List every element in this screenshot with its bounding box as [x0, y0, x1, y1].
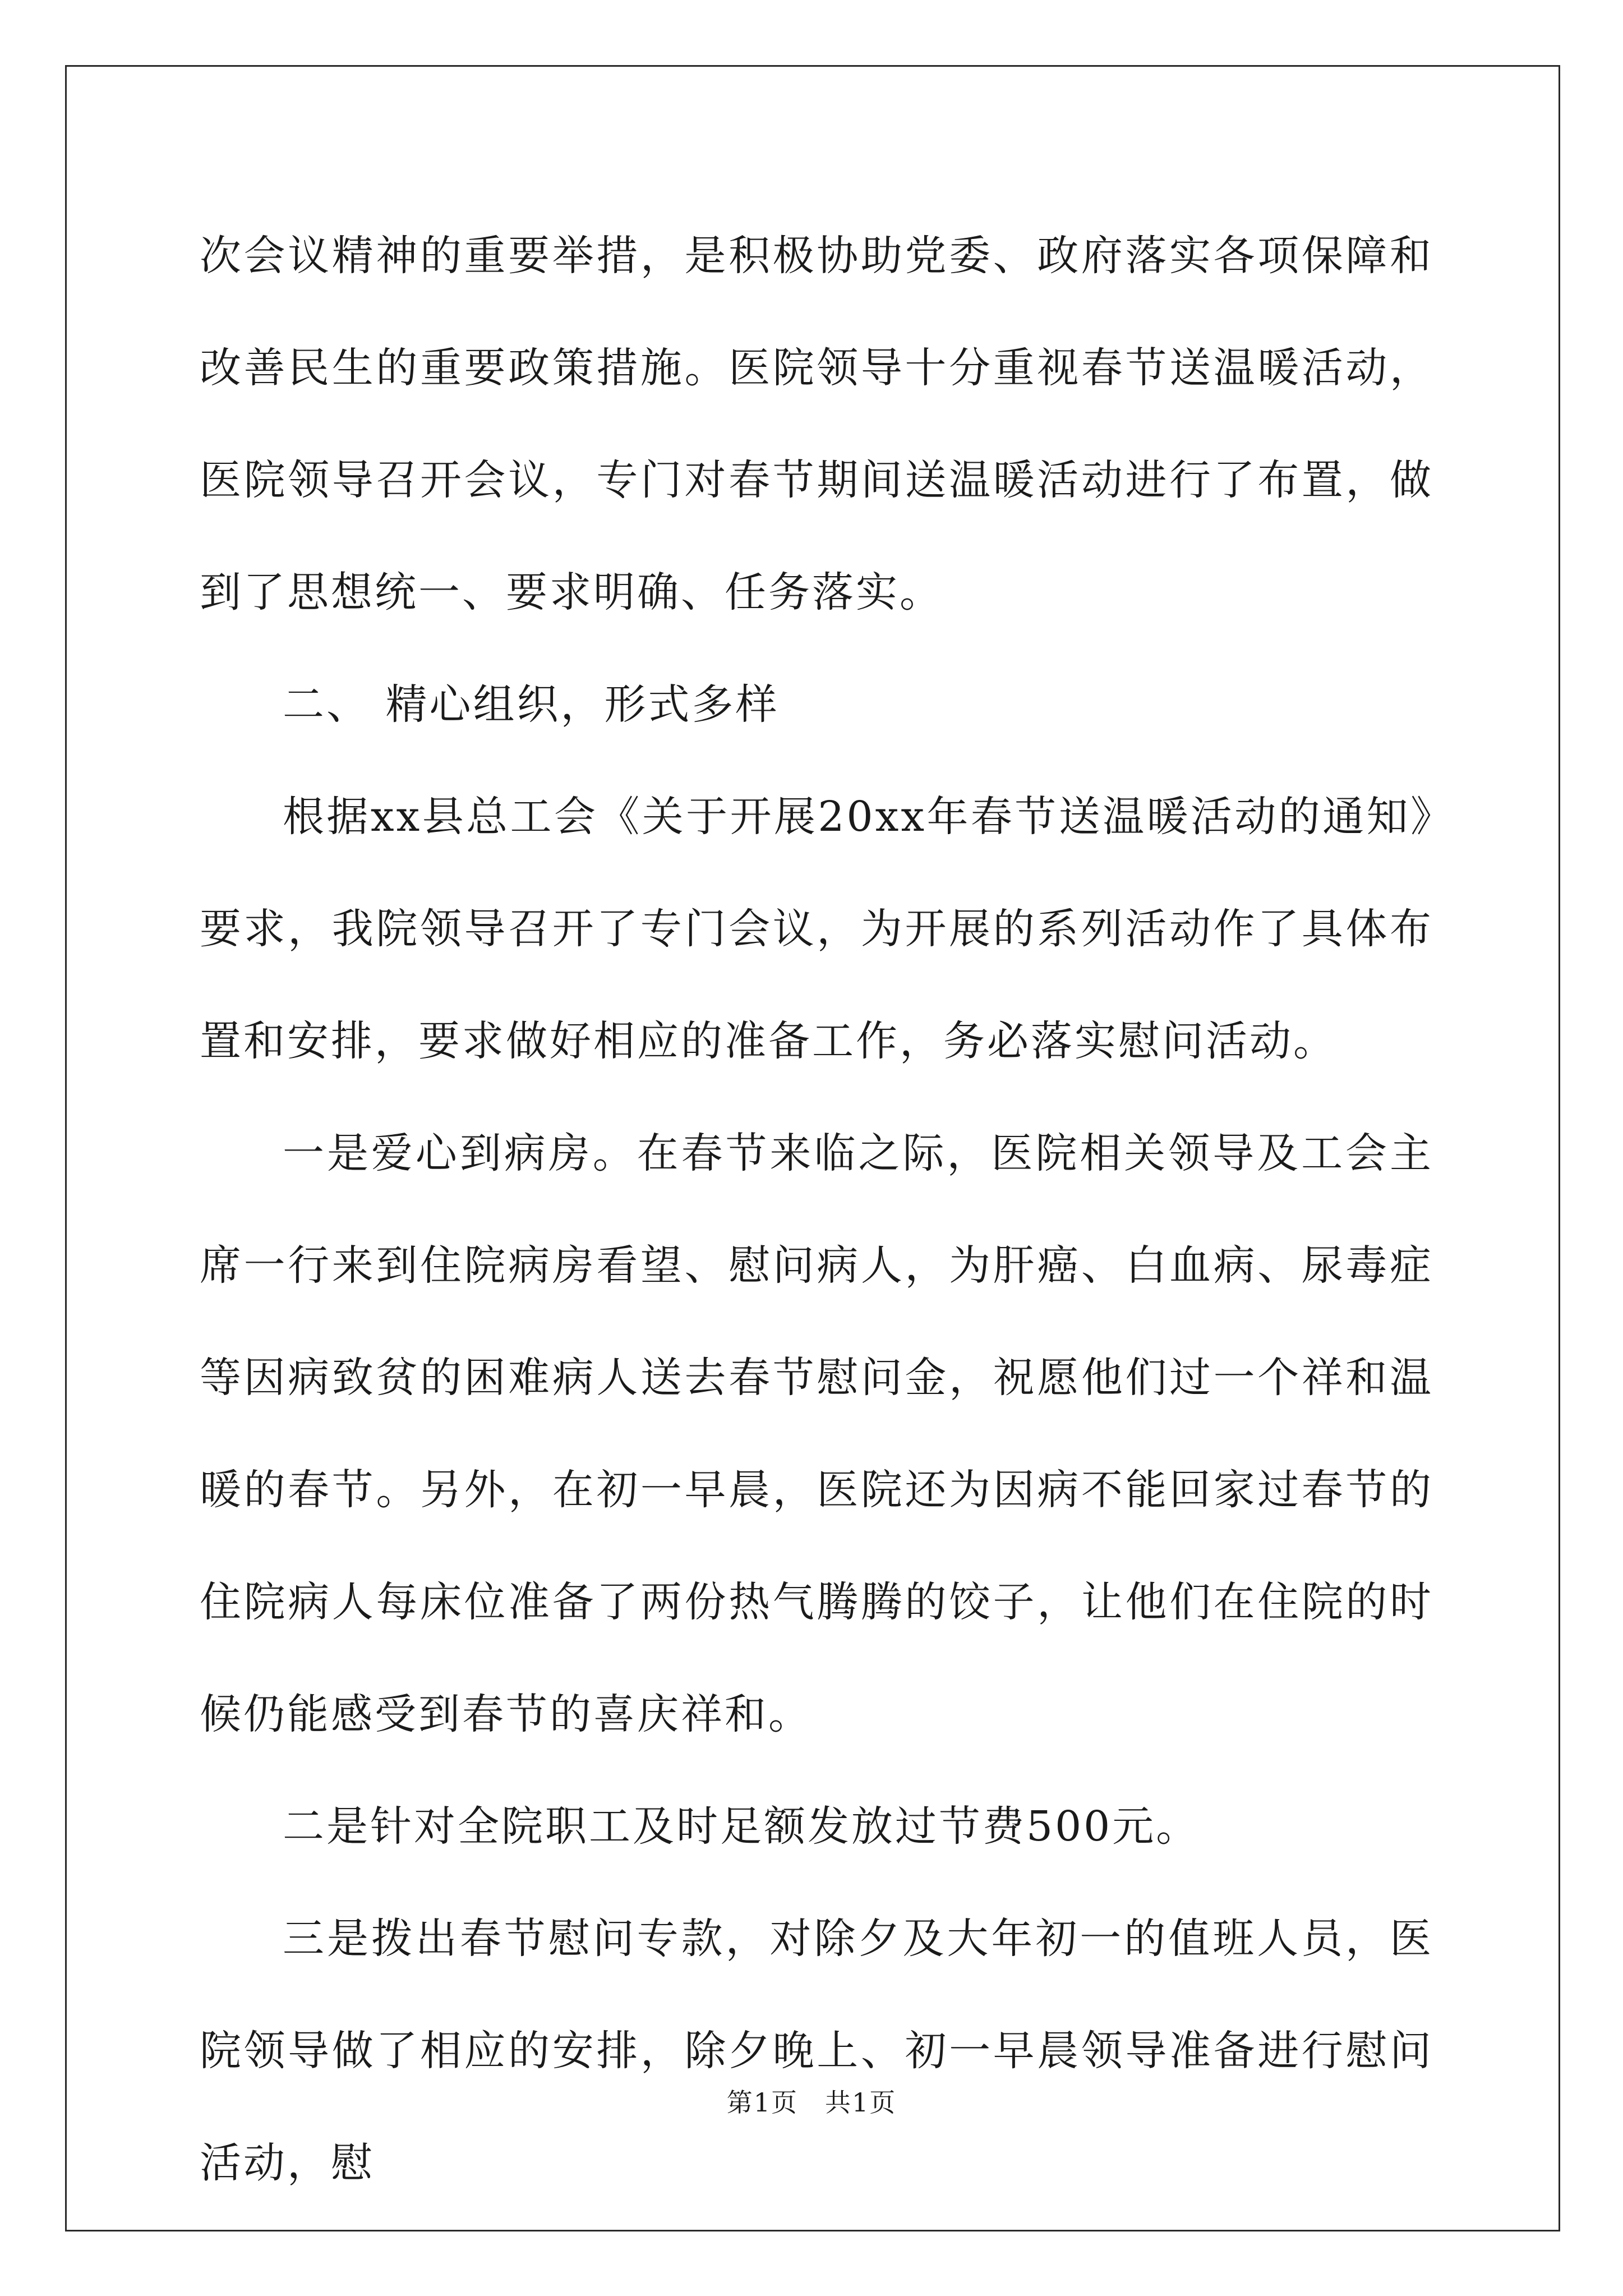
page-number: 第1页	[726, 2087, 798, 2118]
page-footer	[0, 2082, 1623, 2119]
paragraph-4: 一是爱心到病房。在春节来临之际，医院相关领导及工会主席一行来到住院病房看望、慰问病人，为肝癌、白血病、尿毒症等因病致贫的困难病人送去春节慰问金，祝愿他们过一个祥和温暖的春节。另外，在初一早晨，医院还为因病不能回家过春节的住院病人每床位准备了两份热气腾腾的饺子，让他们在住院的时候仍能感受到春节的喜庆祥和。	[200, 1129, 1433, 1738]
paragraph-1: 次会议精神的重要举措，是积极协助党委、政府落实各项保障和改善民生的重要政策措施。医院领导十分重视春节送温暖活动，医院领导召开会议，专门对春节期间送温暖活动进行了布置，做到了思想统一、要求明确、任务落实。	[200, 232, 1433, 616]
paragraph-5: 二是针对全院职工及时足额发放过节费500元。	[283, 1802, 1200, 1851]
paragraph-3: 根据xx县总工会《关于开展20xx年春节送温暖活动的通知》要求，我院领导召开了专门会议，为开展的系列活动作了具体布置和安排，要求做好相应的准备工作，务必落实慰问活动。	[200, 793, 1433, 1065]
section-heading: 二、 精心组织，形式多样	[283, 680, 780, 729]
document-body	[200, 200, 1433, 2219]
page-total: 共1页	[825, 2087, 897, 2118]
paragraph-6: 三是拨出春节慰问专款，对除夕及大年初一的值班人员，医院领导做了相应的安排，除夕晚上、初一早晨领导准备进行慰问活动，慰	[200, 1915, 1433, 2187]
